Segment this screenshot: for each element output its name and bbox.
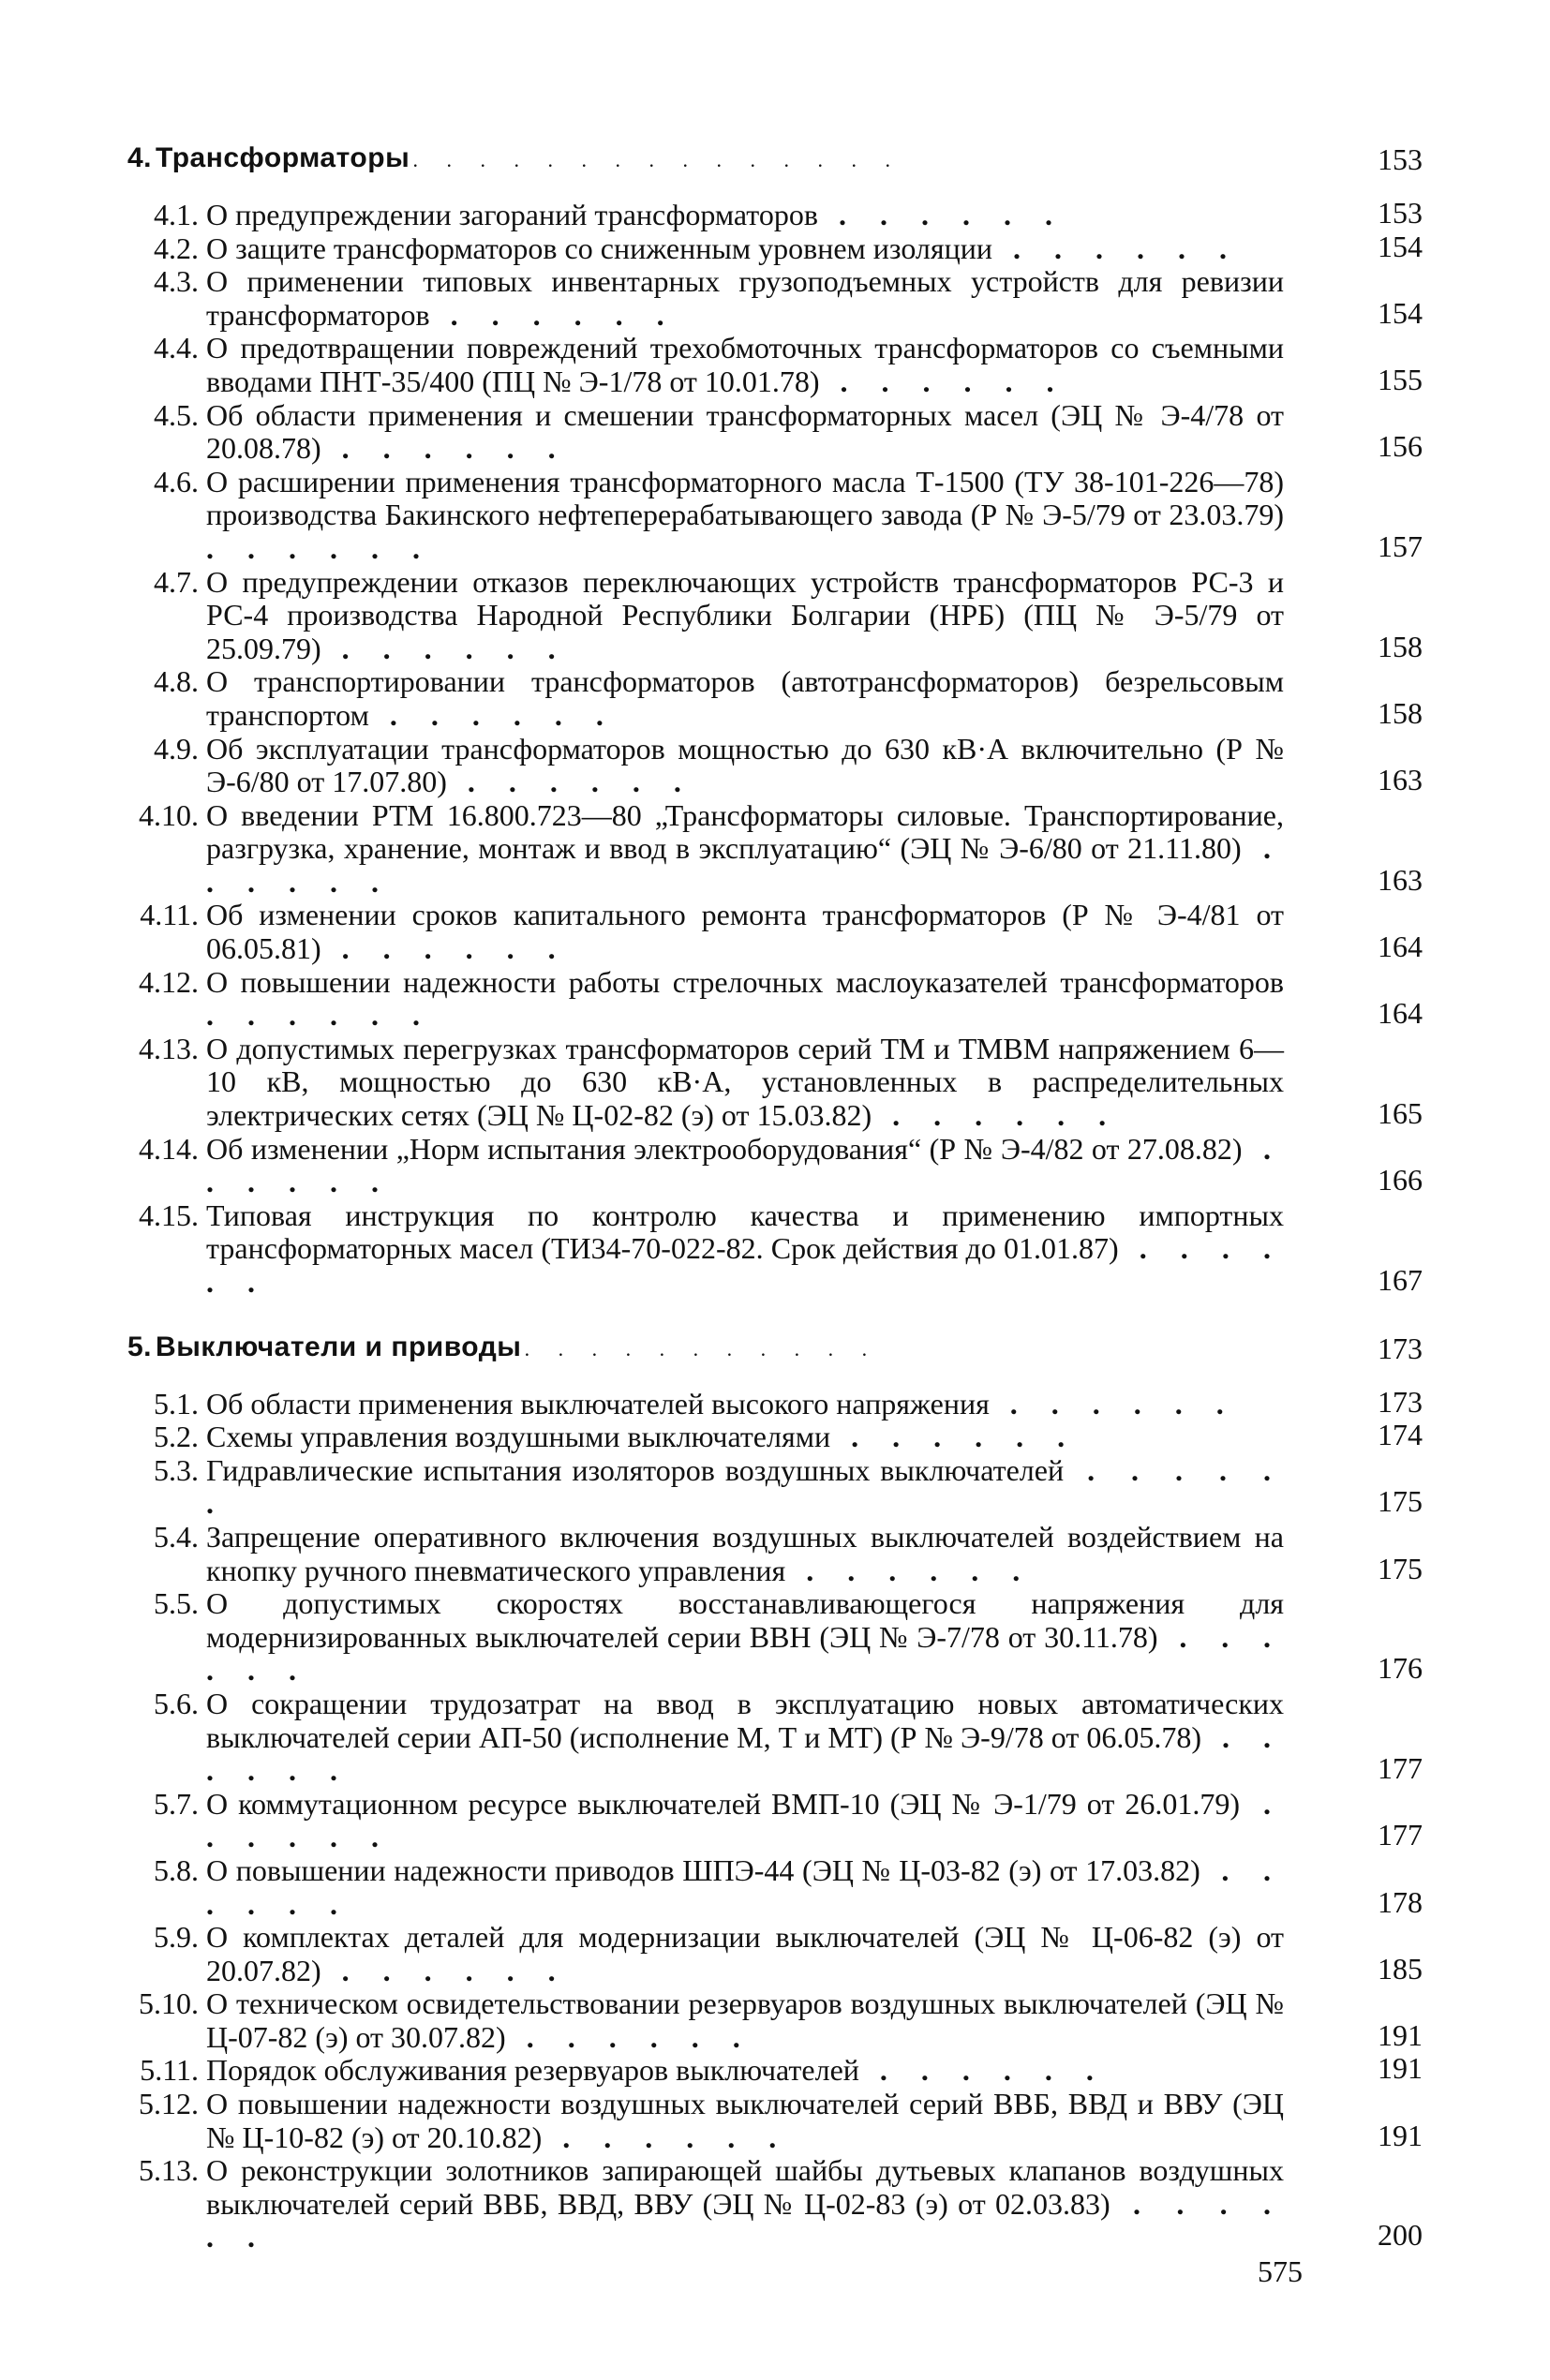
toc-entry (120, 1688, 1432, 1788)
leader-dots: . . . . . . (206, 1231, 1285, 1299)
page-number: 156 (1378, 429, 1423, 464)
leader-dots: . . . . . . (989, 1386, 1237, 1421)
entry-title: О допустимых перегрузках трансформаторов серий ТМ и ТМВМ напряжением 6—10 кВ, мощностью до 630 кВ·А, установленных в распределительных электрических сетях (ЭЦ № Ц-02-82 (э) от 15.03.82) (206, 1031, 1284, 1133)
section-4-entries (120, 196, 1432, 1300)
entry-title: О коммутационном ресурсе выключателей ВМП-10 (ЭЦ № Э-1/79 от 26.01.79) (206, 1786, 1240, 1821)
toc-entry (120, 2154, 1432, 2254)
entry-title: О реконструкции золотников запирающей шайбы дутьевых клапанов воздушных выключателей серий ВВБ, ВВД, ВВУ (ЭЦ № Ц-02-83 (э) от 02.03.83) (206, 2153, 1284, 2221)
page-number: 158 (1378, 695, 1423, 730)
toc-entry (120, 799, 1432, 900)
toc-entry (120, 1921, 1432, 1987)
page-number: 154 (1378, 295, 1423, 330)
entry-number: 4.5. (154, 397, 199, 432)
entry-number: 5.4. (154, 1519, 199, 1554)
entry-number: 4.15. (139, 1197, 199, 1232)
leader-dots: . . . . . . . . . . . . . . . (413, 155, 903, 171)
page-number: 178 (1378, 1884, 1423, 1919)
section-number: 4. (127, 142, 153, 173)
toc-entry (120, 332, 1432, 398)
page-number: 167 (1378, 1263, 1423, 1297)
leader-dots: . . . . . . (206, 831, 1285, 899)
page-number: 175 (1378, 1551, 1423, 1585)
entry-number: 5.12. (139, 2087, 199, 2121)
page-number: 164 (1378, 996, 1423, 1031)
entry-number: 4.7. (154, 564, 199, 599)
entry-number: 4.12. (139, 964, 199, 999)
entry-title: О защите трансформаторов со сниженным уровнем изоляции (206, 231, 992, 265)
page-number: 173 (1378, 1331, 1423, 1365)
leader-dots: . . . . . . (320, 1953, 569, 1987)
entry-title: О допустимых скоростях восстанавливающегося напряжения для модернизированных выключателей серии ВВН (ЭЦ № Э-7/78 от 30.11.78) (206, 1586, 1284, 1654)
leader-dots: . . . . . . (542, 2120, 790, 2154)
entry-title: О предупреждении отказов переключающих устройств трансформаторов РС-3 и РС-4 производства Народной Республики Болгарии (НРБ) (ПЦ № Э-5/79 от 25.09.79) (206, 564, 1284, 665)
page-number: 164 (1378, 930, 1423, 964)
page-number: 185 (1378, 1951, 1423, 1986)
toc-entry (120, 265, 1432, 332)
entry-title: О повышении надежности приводов ШПЭ-44 (ЭЦ № Ц-03-82 (э) от 17.03.82) (206, 1852, 1200, 1887)
entry-number: 5.2. (154, 1420, 199, 1454)
entry-number: 4.13. (139, 1031, 199, 1065)
entry-title: Об области применения и смешении трансформаторных масел (ЭЦ № Э-4/78 от 20.08.78) (206, 397, 1284, 466)
toc-entry (120, 2088, 1432, 2154)
entry-number: 4.8. (154, 664, 199, 699)
page-number: 176 (1378, 1651, 1423, 1686)
section-title: Трансформаторы (156, 142, 410, 173)
leader-dots: . . . . . . (206, 1786, 1285, 1854)
leader-dots: . . . . . . (785, 1553, 1034, 1587)
page-number: 177 (1378, 1818, 1423, 1852)
toc-entry (120, 196, 1432, 232)
entry-title: О введении РТМ 16.800.723—80 „Трансформаторы силовые. Транспортирование, разгрузка, хранение, монтаж и ввод в эксплуатацию“ (ЭЦ № Э-6/80 от 21.11.80) (206, 797, 1284, 866)
toc-entry (120, 2051, 1432, 2088)
toc-entry (120, 1199, 1432, 1300)
entry-title: О транспортировании трансформаторов (автотрансформаторов) безрельсовым транспортом (206, 664, 1284, 732)
entry-title: О комплектах деталей для модернизации выключателей (ЭЦ № Ц-06-82 (э) от 20.07.82) (206, 1920, 1284, 1987)
section-heading-4 (120, 139, 1432, 184)
toc-entry (120, 566, 1432, 666)
leader-dots: . . . . . . (206, 1852, 1285, 1921)
page-number: 155 (1378, 362, 1423, 396)
toc-entry (120, 1788, 1432, 1854)
entry-title: Гидравлические испытания изоляторов воздушных выключателей (206, 1452, 1065, 1487)
toc-entry (120, 665, 1432, 732)
entry-title: О расширении применения трансформаторного масла Т-1500 (ТУ 38-101-226—78) производства Бакинского нефтеперерабатывающего завода (Р № Э-5/79 от 23.03.79) (206, 464, 1284, 532)
leader-dots: . . . . . . (872, 1098, 1120, 1133)
page-number: 174 (1378, 1418, 1423, 1452)
entry-title: Схемы управления воздушными выключателями (206, 1420, 831, 1454)
entry-title: О применении типовых инвентарных грузоподъемных устройств для ревизии трансформаторов (206, 264, 1284, 332)
entry-title: О предотвращении повреждений трехобмоточных трансформаторов со съемными вводами ПНТ-35/400 (ПЦ № Э-1/78 от 10.01.78) (206, 331, 1284, 398)
entry-number: 4.3. (154, 264, 199, 299)
entry-title: Порядок обслуживания резервуаров выключателей (206, 2053, 859, 2088)
page-number: 191 (1378, 2118, 1423, 2152)
toc-entry (120, 1987, 1432, 2054)
entry-number: 4.9. (154, 731, 199, 766)
entry-title: О предупреждении загораний трансформаторов (206, 198, 818, 231)
entry-number: 5.1. (154, 1386, 199, 1421)
toc-entry (120, 1418, 1432, 1454)
page-number: 173 (1378, 1384, 1423, 1419)
page-number: 191 (1378, 2017, 1423, 2052)
entry-title: Об эксплуатации трансформаторов мощностью до 630 кВ·А включительно (Р № Э-6/80 от 17.07.80) (206, 731, 1284, 799)
entry-title: Запрещение оперативного включения воздушных выключателей воздействием на кнопку ручного пневматического управления (206, 1519, 1284, 1587)
toc-entry (120, 1587, 1432, 1688)
toc-entry (120, 399, 1432, 466)
section-title: Выключатели и приводы (156, 1331, 522, 1362)
entry-title: Об области применения выключателей высокого напряжения (206, 1386, 990, 1421)
leader-dots: . . . . . . . . . . . (525, 1343, 880, 1360)
entry-number: 5.13. (139, 2153, 199, 2188)
page-number: 175 (1378, 1484, 1423, 1519)
leader-dots: . . . . . . (446, 765, 694, 799)
entry-number: 4.14. (139, 1131, 199, 1166)
toc-entry (120, 1854, 1432, 1921)
leader-dots: . . . . . . (206, 1719, 1285, 1788)
entry-title: О повышении надежности работы стрелочных маслоуказателей трансформаторов (206, 964, 1284, 999)
entry-number: 5.11. (140, 2053, 199, 2088)
leader-dots: . . . . . . (206, 1619, 1285, 1688)
toc-entry (120, 966, 1432, 1033)
leader-dots: . . . . . . (206, 2186, 1285, 2254)
page-number: 153 (1378, 142, 1423, 176)
page-number: 177 (1378, 1751, 1423, 1786)
leader-dots: . . . . . . (817, 198, 1066, 231)
entry-number: 5.9. (154, 1920, 199, 1955)
leader-dots: . . . . . . (991, 231, 1240, 265)
entry-number: 5.7. (154, 1786, 199, 1821)
leader-dots: . . . . . . (368, 697, 617, 732)
page-number: 153 (1378, 196, 1423, 230)
page-number: 200 (1378, 2218, 1423, 2253)
table-of-contents (120, 139, 1432, 2254)
leader-dots: . . . . . . (429, 297, 678, 332)
folio-page-number: 575 (1258, 2254, 1303, 2288)
leader-dots: . . . . . . (505, 2019, 753, 2054)
leader-dots: . . . . . . (206, 530, 433, 565)
leader-dots: . . . . . . (320, 631, 569, 665)
section-heading-5 (120, 1328, 1432, 1373)
entry-number: 4.2. (154, 231, 199, 265)
page-number: 163 (1378, 763, 1423, 797)
entry-title: Об изменении сроков капитального ремонта трансформаторов (Р № Э-4/81 от 06.05.81) (206, 898, 1284, 966)
toc-entry (120, 229, 1432, 266)
toc-entry (120, 1454, 1432, 1521)
entry-number: 4.6. (154, 464, 199, 498)
page-number: 165 (1378, 1096, 1423, 1131)
entry-title: О повышении надежности воздушных выключателей серий ВВБ, ВВД и ВВУ (ЭЦ № Ц-10-82 (э) от 20.10.82) (206, 2087, 1284, 2154)
toc-entry (120, 899, 1432, 965)
entry-number: 4.1. (154, 198, 199, 231)
leader-dots: . . . . . . (206, 1131, 1285, 1199)
entry-title: О сокращении трудозатрат на ввод в эксплуатацию новых автоматических выключателей серии АП-50 (исполнение М, Т и МТ) (Р № Э-9/78 от 06.05.78) (206, 1686, 1284, 1754)
toc-entry (120, 466, 1432, 566)
entry-number: 4.10. (139, 797, 199, 832)
entry-number: 5.3. (154, 1452, 199, 1487)
entry-number: 4.11. (140, 898, 199, 932)
entry-title: О техническом освидетельствовании резервуаров воздушных выключателей (ЭЦ № Ц-07-82 (э) от 30.07.82) (206, 1986, 1284, 2054)
entry-title: Типовая инструкция по контролю качества и применению импортных трансформаторных масел (ТИ34-70-022-82. Срок действия до 01.01.87) (206, 1197, 1284, 1266)
entry-title: Об изменении „Норм испытания электрооборудования“ (Р № Э-4/82 от 27.08.82) (206, 1131, 1243, 1166)
page-number: 154 (1378, 229, 1423, 263)
entry-number: 5.5. (154, 1586, 199, 1621)
toc-entry (120, 1133, 1432, 1199)
toc-entry (120, 1384, 1432, 1421)
leader-dots: . . . . . . (819, 364, 1067, 398)
section-5-entries (120, 1384, 1432, 2254)
section-number: 5. (127, 1331, 153, 1362)
page-number: 166 (1378, 1163, 1423, 1197)
leader-dots: . . . . . . (830, 1420, 1079, 1454)
toc-entry (120, 733, 1432, 799)
entry-number: 5.8. (154, 1852, 199, 1887)
page-number: 191 (1378, 2051, 1423, 2086)
entry-number: 5.6. (154, 1686, 199, 1720)
toc-entry (120, 1033, 1432, 1133)
entry-number: 4.4. (154, 331, 199, 365)
page-number: 158 (1378, 629, 1423, 663)
leader-dots: . . . . . . (206, 1452, 1285, 1521)
leader-dots: . . . . . . (206, 998, 433, 1033)
leader-dots: . . . . . . (858, 2053, 1107, 2088)
toc-entry (120, 1521, 1432, 1587)
leader-dots: . . . . . . (320, 931, 569, 966)
entry-number: 5.10. (139, 1986, 199, 2021)
page-number: 157 (1378, 528, 1423, 563)
leader-dots: . . . . . . (320, 431, 569, 466)
page-number: 163 (1378, 862, 1423, 897)
